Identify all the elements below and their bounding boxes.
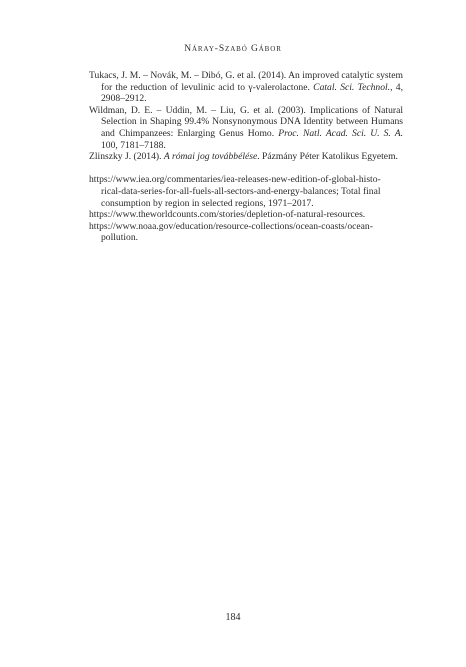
- reference-entry: [89, 70, 403, 105]
- web-source-text: rical-data-series-for-all-fuels-all-sectors-and-energy-balances; Total final consumption by region in selected regions, 1971–2017.: [101, 185, 381, 209]
- reference-text: Wildman, D. E. – Uddin, M. – Liu, G. et al. (2003). Implications of Natural Selection in Shaping 99.4% Nonsynonymous DNA Identity between Humans and Chimpanzees: Enlarging Genus Homo.: [89, 104, 403, 139]
- book-title: A római jog továbbélése: [163, 151, 258, 163]
- running-head: Náray-Szabó Gábor: [184, 44, 282, 54]
- reference-entry: [89, 105, 403, 151]
- reference-text: Tukacs, J. M. – Novák, M. – Dibó, G. et al. (2014). An improved catalytic system for the reduction of levulinic acid to γ-valerolactone.: [89, 70, 403, 93]
- reference-text: Zlinszky J. (2014).: [89, 151, 164, 163]
- web-source-link-continuation[interactable]: pollution.: [101, 232, 139, 244]
- journal-title: Proc. Natl. Acad. Sci. U. S. A.: [278, 127, 404, 139]
- reference-details: , 4, 2908–2912.: [101, 81, 403, 105]
- section-gap: [89, 163, 403, 175]
- web-source-entry: [89, 209, 403, 221]
- references-section: [89, 70, 403, 244]
- web-source-entry: [89, 221, 403, 244]
- page-number: 184: [225, 612, 241, 623]
- reference-details: . Pázmány Péter Katolikus Egyetem.: [257, 151, 398, 163]
- reference-entry: [89, 151, 403, 163]
- journal-title: Catal. Sci. Technol.: [313, 81, 391, 93]
- reference-details: 100, 7181–7188.: [101, 139, 166, 151]
- web-source-link[interactable]: https://www.noaa.gov/education/resource-collections/ocean-coasts/ocean-: [89, 220, 373, 232]
- web-source-link[interactable]: https://www.theworldcounts.com/stories/depletion-of-natural-resources.: [89, 209, 366, 221]
- web-source-link[interactable]: https://www.iea.org/commentaries/iea-releases-new-edition-of-global-histo-: [89, 174, 381, 186]
- web-source-entry: [89, 174, 403, 209]
